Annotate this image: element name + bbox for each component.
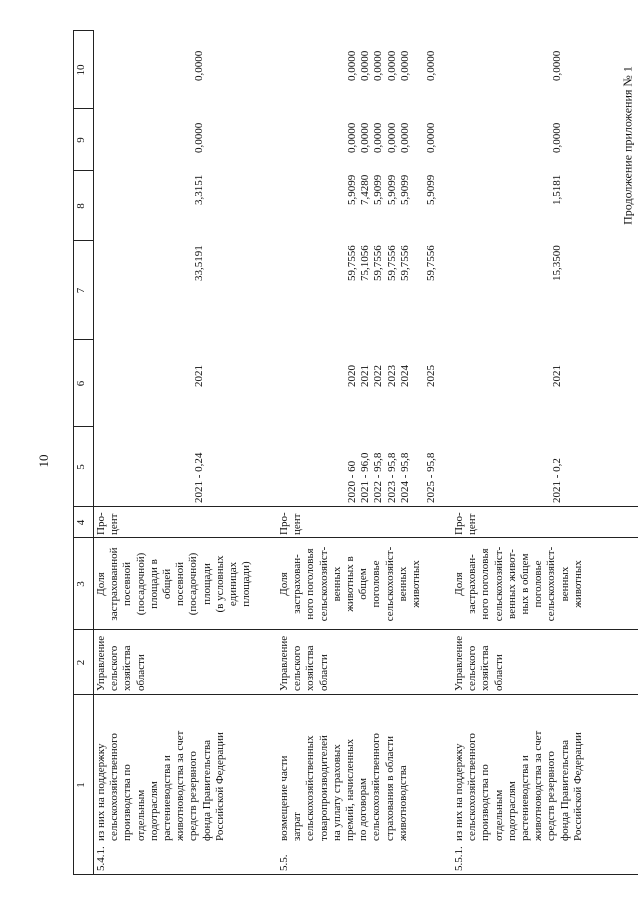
header-col-10: 10 <box>75 64 87 76</box>
header-col-9: 9 <box>75 137 87 143</box>
row-value-9: 0,0000 <box>193 122 205 153</box>
row-year: 2021 <box>193 365 205 387</box>
row-value-8: 1,5181 <box>551 174 563 205</box>
row-number: 5.5. <box>278 854 290 871</box>
row-value-7: 33,5191 <box>193 245 205 281</box>
row-year: 2020 2021 2022 2023 2024 2025 <box>346 365 438 387</box>
row-value-7: 59,7556 75,1056 59,7556 59,7556 59,7556 59,7556 <box>346 245 438 281</box>
row-unit: Про- цент <box>453 512 479 535</box>
row-value-10: 0,0000 <box>193 50 205 81</box>
row-name: из них на поддержку сельскохозяйственного производства по отдельным подотраслям растениеводства и животноводства за счет средств резервного фонда Правительства Российской Федерации <box>453 730 584 841</box>
header-bottom-border <box>93 30 94 875</box>
row-value-7: 15,3500 <box>551 245 563 281</box>
row-value-9: 0,0000 <box>551 122 563 153</box>
row-number: 5.5.1. <box>453 846 465 871</box>
row-name: из них на поддержку сельскохозяйственного производства по отдельным подотраслям растениеводства и животноводства за счет средств резервного фонда Правительства Российской Федерации <box>95 730 226 841</box>
row-number: 5.4.1. <box>95 846 107 871</box>
landscape-table <box>73 30 638 875</box>
header-col-1: 1 <box>75 782 87 788</box>
col-border-0 <box>73 874 638 875</box>
header-col-2: 2 <box>75 659 87 666</box>
row-executor: Управление сельского хозяйства области <box>95 635 147 691</box>
row-indicator: Доля застрахован- ного поголовья сельскохозяйст- венных животных в общем поголовье сельскохозяйст- венных животных <box>278 546 423 622</box>
row-target-value: 2021 - 0,2 <box>551 458 563 503</box>
row-value-9: 0,0000 0,0000 0,0000 0,0000 0,0000 0,0000 <box>346 122 438 153</box>
row-unit: Про- цент <box>95 512 121 535</box>
row-value-8: 3,3151 <box>193 174 205 205</box>
table-top-border <box>73 30 74 875</box>
continuation-title: Продолжение приложения № 1 <box>620 66 635 225</box>
row-indicator: Доля застрахован- ного поголовья сельскохозяйст- венных живот- ных в общем поголовье сельскохозяйст- венных животных <box>453 546 584 622</box>
header-col-6: 6 <box>75 380 87 387</box>
page-number: 10 <box>36 454 51 468</box>
row-unit: Про- цент <box>278 512 304 535</box>
row-value-10: 0,0000 0,0000 0,0000 0,0000 0,0000 0,0000 <box>346 50 438 81</box>
row-target-value: 2021 - 0,24 <box>193 452 205 503</box>
row-executor: Управление сельского хозяйства области <box>278 635 330 691</box>
header-col-8: 8 <box>75 203 87 209</box>
header-col-5: 5 <box>75 464 87 470</box>
row-target-value: 2020 - 60 2021 - 96,0 2022 - 95,8 2023 - 95,8 2024 - 95,8 2025 - 95,8 <box>346 452 438 503</box>
header-col-4: 4 <box>75 519 87 526</box>
col-border-4 <box>73 506 638 507</box>
header-col-7: 7 <box>75 287 87 294</box>
row-name: возмещение части затрат сельскохозяйственных товаропроизводителей на уплату страховых премий, начисленных по договорам сельскохозяйственного страхования в области животноводства <box>278 733 409 841</box>
row-value-8: 5,9099 7,4280 5,9099 5,9099 5,9099 5,9099 <box>346 174 438 205</box>
header-col-3: 3 <box>75 581 87 587</box>
row-year: 2021 <box>551 365 563 387</box>
row-indicator: Доля застрахованной посевной (посадочной) площади в общей посевной (посадочной) площади (в условных единицах площади) <box>95 547 253 621</box>
row-value-10: 0,0000 <box>551 50 563 81</box>
row-executor: Управление сельского хозяйства области <box>453 635 505 691</box>
